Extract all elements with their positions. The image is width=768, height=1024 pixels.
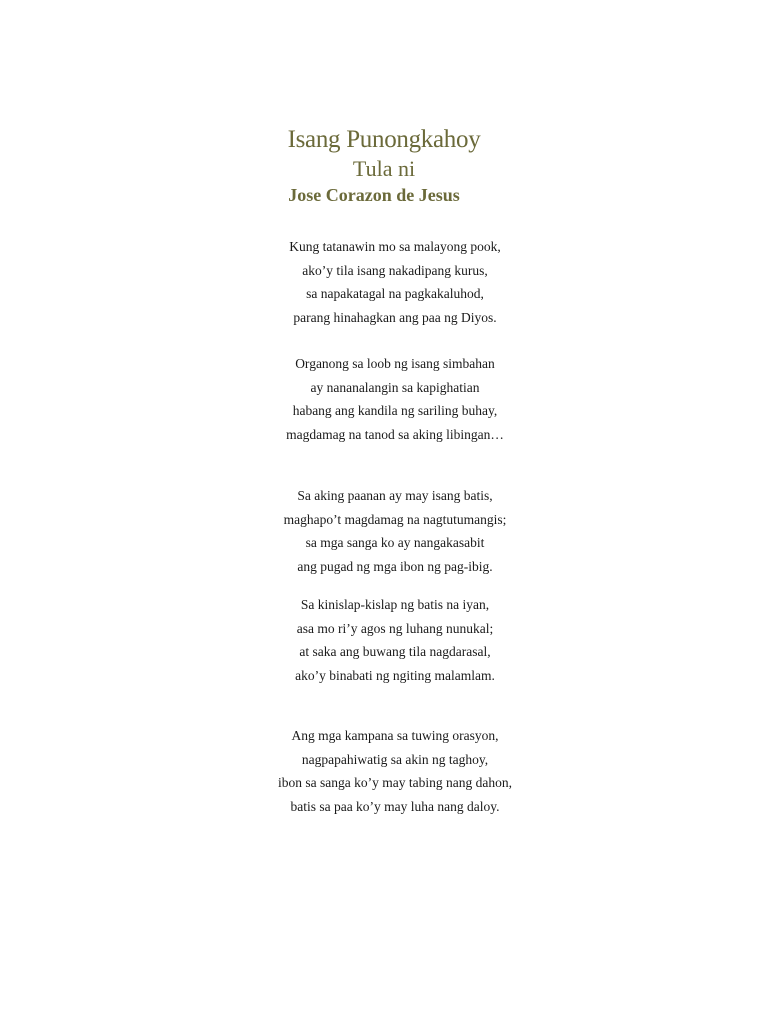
poem-line: parang hinahagkan ang paa ng Diyos.: [293, 309, 497, 325]
poem-subtitle: Tula ni: [352, 156, 416, 181]
poem-line: magdamag na tanod sa aking libingan…: [286, 426, 504, 442]
poem-line: Kung tatanawin mo sa malayong pook,: [289, 239, 501, 254]
poem-line: sa napakatagal na pagkakaluhod,: [306, 286, 484, 301]
poem-line: sa mga sanga ko ay nangakasabit: [305, 535, 485, 550]
poem-line: batis sa paa ko’y may luha nang daloy.: [290, 798, 500, 814]
stanza-5: [0, 724, 768, 818]
stanza-1: [0, 235, 768, 329]
stanza-2: [0, 352, 768, 446]
poem-line: habang ang kandila ng sariling buhay,: [292, 403, 498, 418]
poem-line: ibon sa sanga ko’y may tabing nang dahon,: [278, 775, 512, 790]
poem-author: Jose Corazon de Jesus: [288, 185, 460, 205]
poem-line: maghapo’t magdamag na nagtutumangis;: [283, 511, 507, 527]
poem-line: ay nananalangin sa kapighatian: [310, 379, 480, 395]
poem-title: Isang Punongkahoy: [287, 126, 481, 153]
poem-line: ang pugad ng mga ibon ng pag-ibig.: [297, 558, 493, 574]
poem-line: ako’y binabati ng ngiting malamlam.: [295, 667, 495, 683]
poem-line: ako’y tila isang nakadipang kurus,: [302, 262, 488, 278]
poem-line: Ang mga kampana sa tuwing orasyon,: [291, 728, 499, 743]
poem-line: nagpapahiwatig sa akin ng taghoy,: [301, 751, 489, 767]
poem-line: Sa kinislap-kislap ng batis na iyan,: [300, 597, 490, 612]
stanza-4: [0, 593, 768, 687]
poem-line: Organong sa loob ng isang simbahan: [295, 356, 495, 371]
poem-line: at saka ang buwang tila nagdarasal,: [299, 644, 491, 659]
poem-line: asa mo ri’y agos ng luhang nunukal;: [296, 620, 494, 636]
poem-line: Sa aking paanan ay may isang batis,: [297, 488, 493, 503]
stanza-3: [0, 484, 768, 578]
